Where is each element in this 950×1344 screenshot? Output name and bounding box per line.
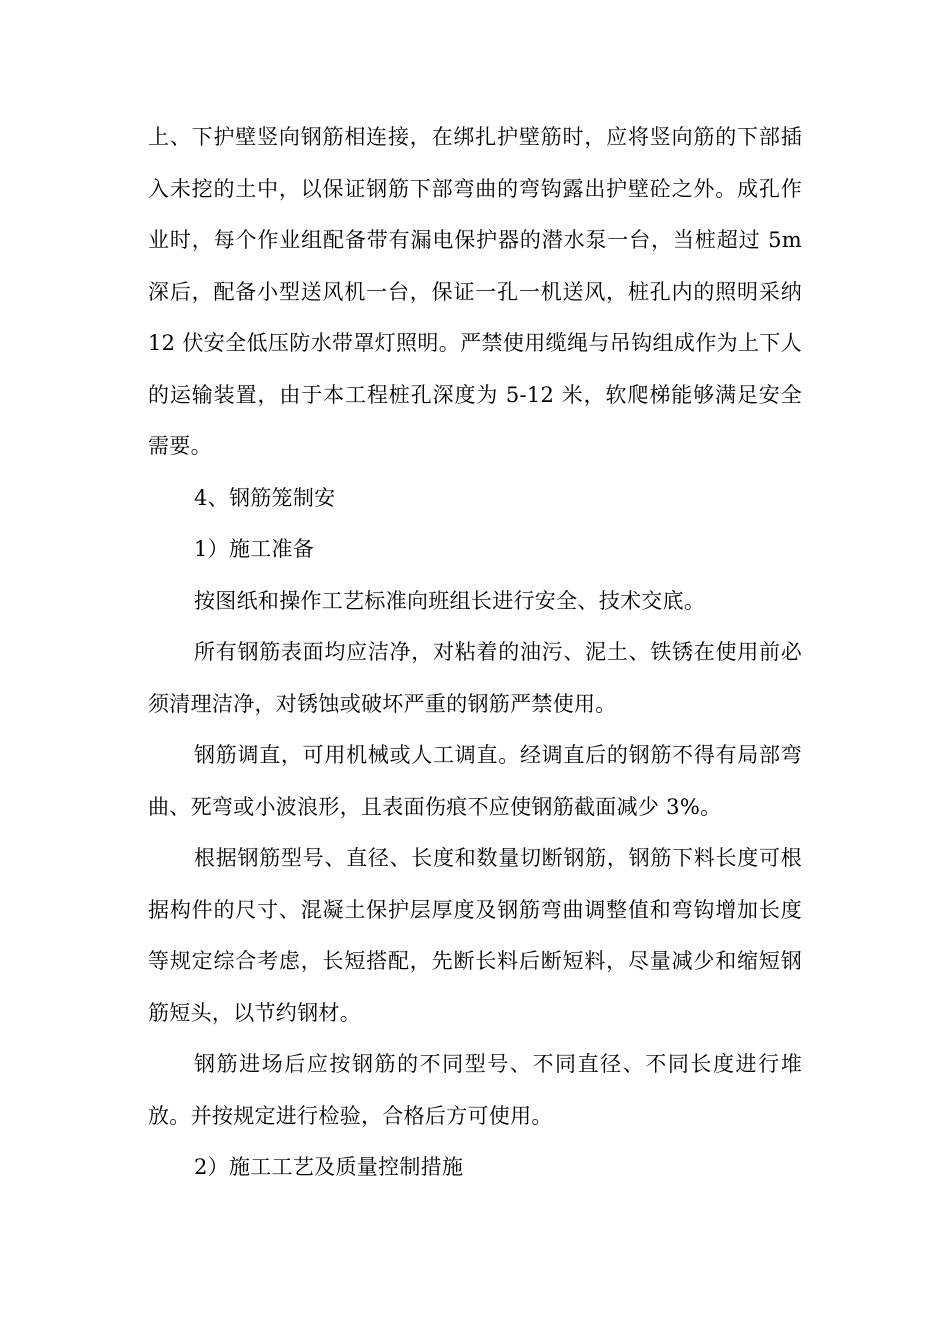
subsection-heading-preparation: 1）施工准备 [194,537,315,561]
section-heading-rebar-cage: 4、钢筋笼制安 [194,485,336,510]
paragraph-disclosure: 按图纸和操作工艺标准向班组长进行安全、技术交底。 [194,588,706,613]
paragraph-continuation: 上、下护壁竖向钢筋相连接，在绑扎护壁筋时，应将竖向筋的下部插入未挖的土中，以保证钢筋下部弯曲的弯钩露出护壁砼之外。成孔作业时，每个作业组配备带有漏电保护器的潜水泵一台，当桩超过 5m 深后，配备小型送风机一台，保证一孔一机送风，桩孔内的照明采纳 12 伏安全低压防水带罩灯照明。严禁使用缆绳与吊钩组成作为上下人的运输装置，由于本工程桩孔深度为 5-12 米，软爬梯能够满足安全需要。 [148,125,802,458]
paragraph-straightening: 钢筋调直，可用机械或人工调直。经调直后的钢筋不得有局部弯曲、死弯或小波浪形，且表面伤痕不应使钢筋截面减少 3%。 [148,743,802,819]
paragraph-cutting: 根据钢筋型号、直径、长度和数量切断钢筋，钢筋下料长度可根据构件的尺寸、混凝土保护层厚度及钢筋弯曲调整值和弯钩增加长度等规定综合考虑，长短搭配，先断长料后断短料，尽量减少和缩短钢筋短头，以节约钢材。 [148,846,802,1025]
subsection-heading-process: 2）施工工艺及质量控制措施 [194,1155,464,1179]
paragraph-cleaning: 所有钢筋表面均应洁净，对粘着的油污、泥土、铁锈在使用前必须清理洁净，对锈蚀或破坏严重的钢筋严禁使用。 [148,640,802,716]
document-page [148,112,802,1194]
paragraph-storage: 钢筋进场后应按钢筋的不同型号、不同直径、不同长度进行堆放。并按规定进行检验，合格后方可使用。 [148,1052,802,1128]
